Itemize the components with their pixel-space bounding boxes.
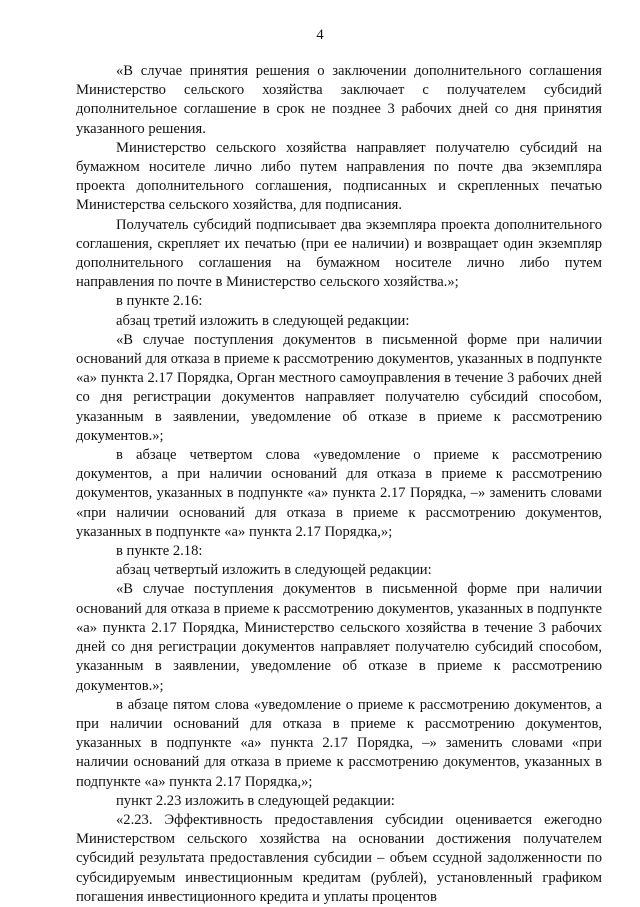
paragraph-efficiency-2-23: «2.23. Эффективность предоставления субсидии оценивается ежегодно Министерством сельского хозяйства на основании достижения получателем субсидий результата предоставления субсидии – объем ссудной задолженности по субсидируемым инвестиционным кредитам (рублей), установленный графиком погашения инвестиционного кредита и уплаты процентов (76, 811, 602, 905)
paragraph-agreement-conclusion: «В случае принятия решения о заключении дополнительного соглашения Министерство сельского хозяйства заключает с получателем субсидий дополнительное соглашение в срок не позднее 3 рабочих дней со дня принятия указанного решения. (76, 63, 602, 137)
paragraph-recipient-signs: Получатель субсидий подписывает два экземпляра проекта дополнительного соглашения, скрепляет их печатью (при ее наличии) и возвращает один экземпляр дополнительного соглашения на бумажном носителе лично либо путем направления по почте в Министерство сельского хозяйства.»; (76, 216, 602, 291)
paragraph-fourth-subclause-words: в абзаце четвертом слова «уведомление о приеме к рассмотрению документов, а при наличии оснований для отказа в приеме к рассмотрению документов, указанных в подпункте «а» пункта 2.17 Порядка, –» заменить словами «при наличии оснований для отказа в приеме к рассмотрению документов, указанных в подпункте «а» пункта 2.17 Порядка,»; (76, 447, 602, 540)
paragraph-clause-2-23: пункт 2.23 изложить в следующей редакции: (116, 792, 395, 809)
page-number: 4 (316, 27, 324, 43)
paragraph-fifth-subclause-words: в абзаце пятом слова «уведомление о приеме к рассмотрению документов, а при наличии оснований для отказа в приеме к рассмотрению документов, указанных в подпункте «а» пункта 2.17 Порядка, –» заменить словами «при наличии оснований для отказа в приеме к рассмотрению документов, указанных в подпункте «а» пункта 2.17 Порядка,»; (76, 696, 602, 790)
paragraph-refusal-local-authority: «В случае поступления документов в письменной форме при наличии оснований для отказа в приеме к рассмотрению документов, указанных в подпункте «а» пункта 2.17 Порядка, Орган местного самоуправления в течение 3 рабочих дней со дня регистрации документов направляет получателю субсидий способом, указанным в заявлении, уведомление об отказе в приеме к рассмотрению документов.»; (76, 331, 602, 444)
paragraph-clause-2-16: в пункте 2.16: (116, 293, 203, 310)
paragraph-third-subclause-edit: абзац третий изложить в следующей редакции: (116, 312, 410, 329)
paragraph-fourth-subclause-edit: абзац четвертый изложить в следующей редакции: (116, 562, 432, 579)
document-body (76, 62, 602, 907)
paragraph-ministry-sends-draft: Министерство сельского хозяйства направляет получателю субсидий на бумажном носителе лично либо путем направления по почте два экземпляра проекта дополнительного соглашения, подписанных и скрепленных печатью Министерства сельского хозяйства, для подписания. (76, 139, 602, 214)
paragraph-refusal-ministry: «В случае поступления документов в письменной форме при наличии оснований для отказа в приеме к рассмотрению документов, указанных в подпункте «а» пункта 2.17 Порядка, Министерство сельского хозяйства в течение 3 рабочих дней со дня регистрации документов направляет получателю субсидий способом, указанным в заявлении, уведомление об отказе в приеме к рассмотрению документов.»; (76, 581, 602, 694)
paragraph-clause-2-18: в пункте 2.18: (116, 543, 203, 560)
